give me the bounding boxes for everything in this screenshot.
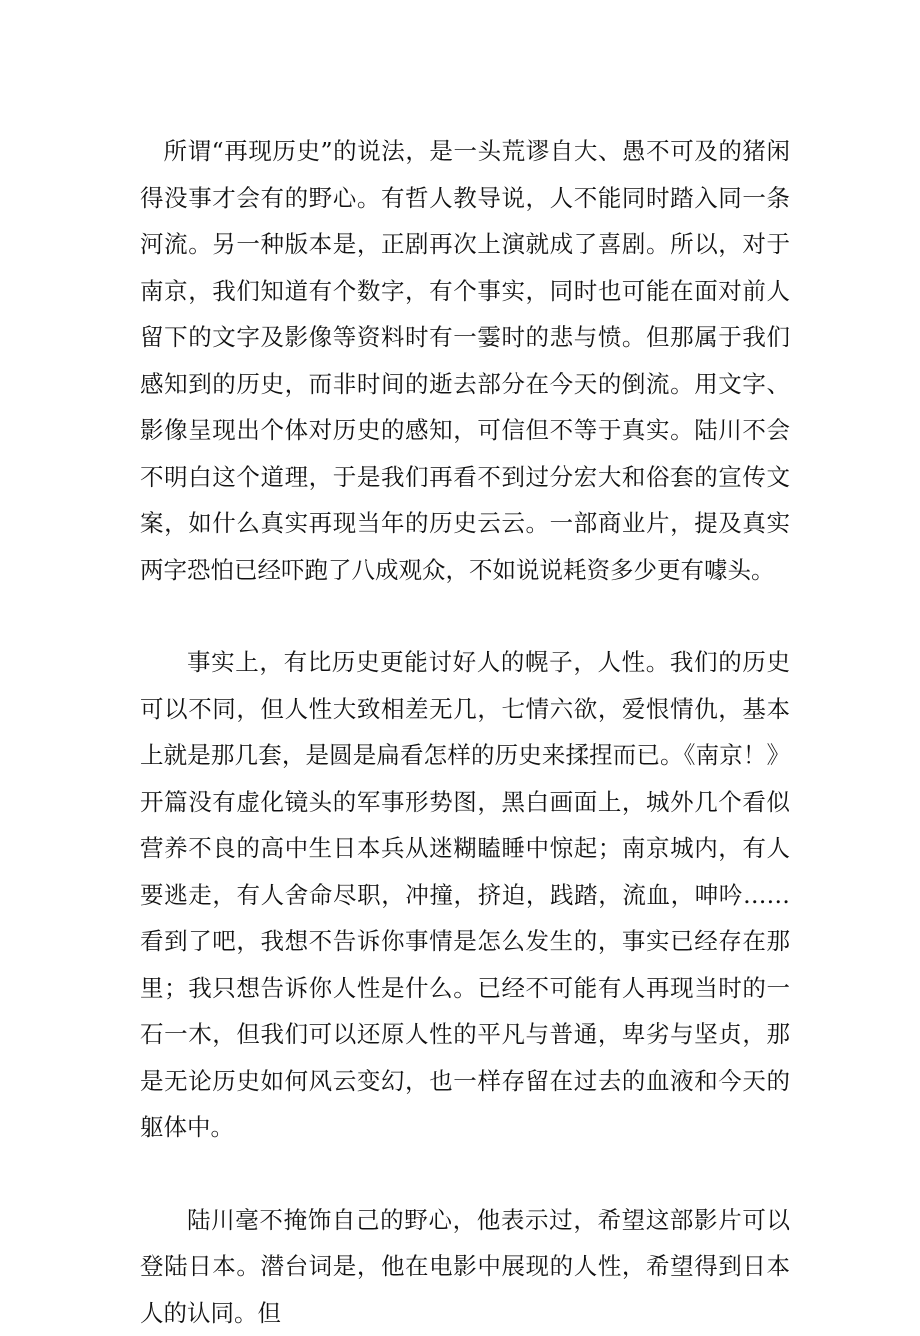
paragraph-1: 所谓“再现历史”的说法，是一头荒谬自大、愚不可及的猪闲得没事才会有的野心。有哲人教导说，人不能同时踏入同一条河流。另一种版本是，正剧再次上演就成了喜剧。所以，对于南京，我们知道有个数字，有个事实，同时也可能在面对前人留下的文字及影像等资料时有一霎时的悲与愤。但那属于我们感知到的历史，而非时间的逝去部分在今天的倒流。用文字、影像呈现出个体对历史的感知，可信但不等于真实。陆川不会不明白这个道理，于是我们再看不到过分宏大和俗套的宣传文案，如什么真实再现当年的历史云云。一部商业片，提及真实两字恐怕已经吓跑了八成观众，不如说说耗资多少更有噱头。 [140,128,790,593]
paragraph-2: 事实上，有比历史更能讨好人的幌子，人性。我们的历史可以不同，但人性大致相差无几，七情六欲，爱恨情仇，基本上就是那几套，是圆是扁看怎样的历史来揉捏而已。《南京！》开篇没有虚化镜头的军事形势图，黑白画面上，城外几个看似营养不良的高中生日本兵从迷糊瞌睡中惊起；南京城内，有人要逃走，有人舍命尽职，冲撞，挤迫，践踏，流血，呻吟……看到了吧，我想不告诉你事情是怎么发生的，事实已经存在那里；我只想告诉你人性是什么。已经不可能有人再现当时的一石一木，但我们可以还原人性的平凡与普通，卑劣与坚贞，那是无论历史如何风云变幻，也一样存留在过去的血液和今天的躯体中。 [140,639,790,1151]
article-body [140,128,790,1336]
paragraph-3: 陆川毫不掩饰自己的野心，他表示过，希望这部影片可以登陆日本。潜台词是，他在电影中展现的人性，希望得到日本人的认同。但 [140,1197,790,1336]
